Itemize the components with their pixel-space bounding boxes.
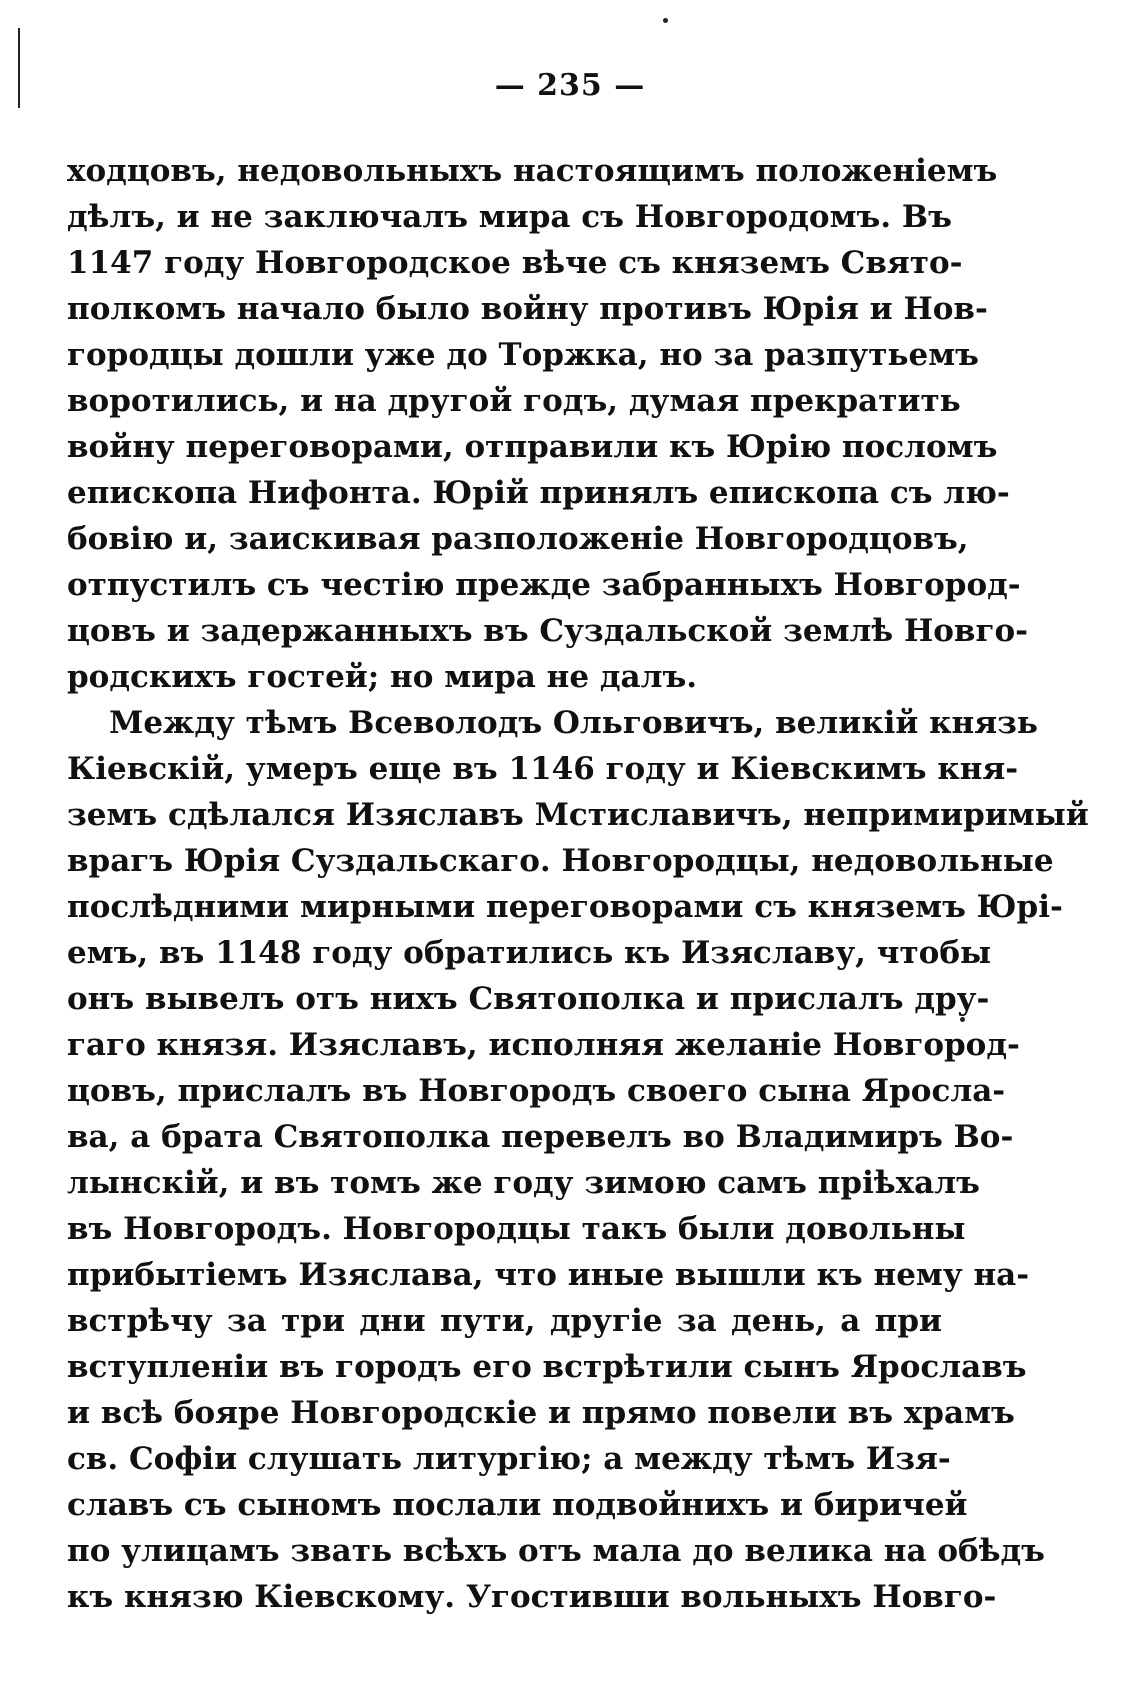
text-line: отпустилъ съ честiю прежде забранныхъ Новгород- — [67, 567, 1021, 603]
text-line: и всѣ бояре Новгородскiе и прямо повели въ храмъ — [67, 1395, 1015, 1431]
page-number: — 235 — — [494, 68, 646, 103]
text-line: славъ съ сыномъ послали подвойнихъ и биричей — [67, 1487, 968, 1523]
text-line: городцы дошли уже до Торжка, но за разпутьемъ — [67, 337, 979, 373]
text-line: цовъ и задержанныхъ въ Суздальской землѣ Новго- — [67, 613, 1029, 649]
text-line: войну переговорами, отправили къ Юрiю посломъ — [67, 429, 998, 465]
paragraph — [67, 700, 1089, 1620]
text-line: лынскiй, и въ томъ же году зимою самъ прiѣхалъ — [67, 1165, 980, 1201]
body-text — [67, 148, 1089, 1620]
text-line: епископа Нифонта. Юрiй принялъ епископа съ лю- — [67, 475, 1010, 511]
text-line: цовъ, прислалъ въ Новгородъ своего сына Яросла- — [67, 1073, 1006, 1109]
text-line: Кiевскiй, умеръ еще въ 1146 году и Кiевскимъ кня- — [67, 751, 1019, 787]
scan-speck — [663, 18, 668, 23]
text-line: воротились, и на другой годъ, думая прекратить — [67, 383, 961, 419]
text-line: гаго князя. Изяславъ, исполняя желанiе Новгород- — [67, 1027, 1020, 1063]
text-line: дѣлъ, и не заключалъ мира съ Новгородомъ. Въ — [67, 199, 952, 235]
text-line: родскихъ гостей; но мира не далъ. — [67, 659, 698, 695]
text-line: бовiю и, заискивая разположенiе Новгородцовъ, — [67, 521, 969, 557]
text-line: врагъ Юрiя Суздальскаго. Новгородцы, недовольные — [67, 843, 1054, 879]
text-line: 1147 году Новгородское вѣче съ княземъ Свято- — [67, 245, 963, 281]
text-line: св. Софiи слушать литургiю; а между тѣмъ Изя- — [67, 1441, 951, 1477]
text-line: ва, а брата Святополка перевелъ во Владимиръ Во- — [67, 1119, 1014, 1155]
text-line: онъ вывелъ отъ нихъ Святополка и прислалъ дру- — [67, 981, 990, 1017]
scan-speck — [960, 1017, 965, 1022]
text-line: къ князю Кiевскому. Угостивши вольныхъ Новго- — [67, 1579, 997, 1615]
paragraph — [67, 148, 1029, 700]
text-line: по улицамъ звать всѣхъ отъ мала до велика на обѣдъ — [67, 1533, 1045, 1569]
text-line: земъ сдѣлался Изяславъ Мстиславичъ, непримиримый — [67, 797, 1089, 833]
text-line: прибытiемъ Изяслава, что иные вышли къ нему на- — [67, 1257, 1030, 1293]
text-line: емъ, въ 1148 году обратились къ Изяславу, чтобы — [67, 935, 992, 971]
text-line: полкомъ начало было войну противъ Юрiя и Нов- — [67, 291, 988, 327]
text-line: въ Новгородъ. Новгородцы такъ были довольны — [67, 1211, 966, 1247]
text-line: ходцовъ, недовольныхъ настоящимъ положенiемъ — [67, 153, 998, 189]
text-line: Между тѣмъ Всеволодъ Ольговичъ, великiй князь — [109, 705, 1038, 741]
text-line: вступленiи въ городъ его встрѣтили сынъ Ярославъ — [67, 1349, 1027, 1385]
text-line: послѣдними мирными переговорами съ княземъ Юрi- — [67, 889, 1063, 925]
text-line: встрѣчу за три дни пути, другiе за день, а при — [67, 1303, 942, 1339]
